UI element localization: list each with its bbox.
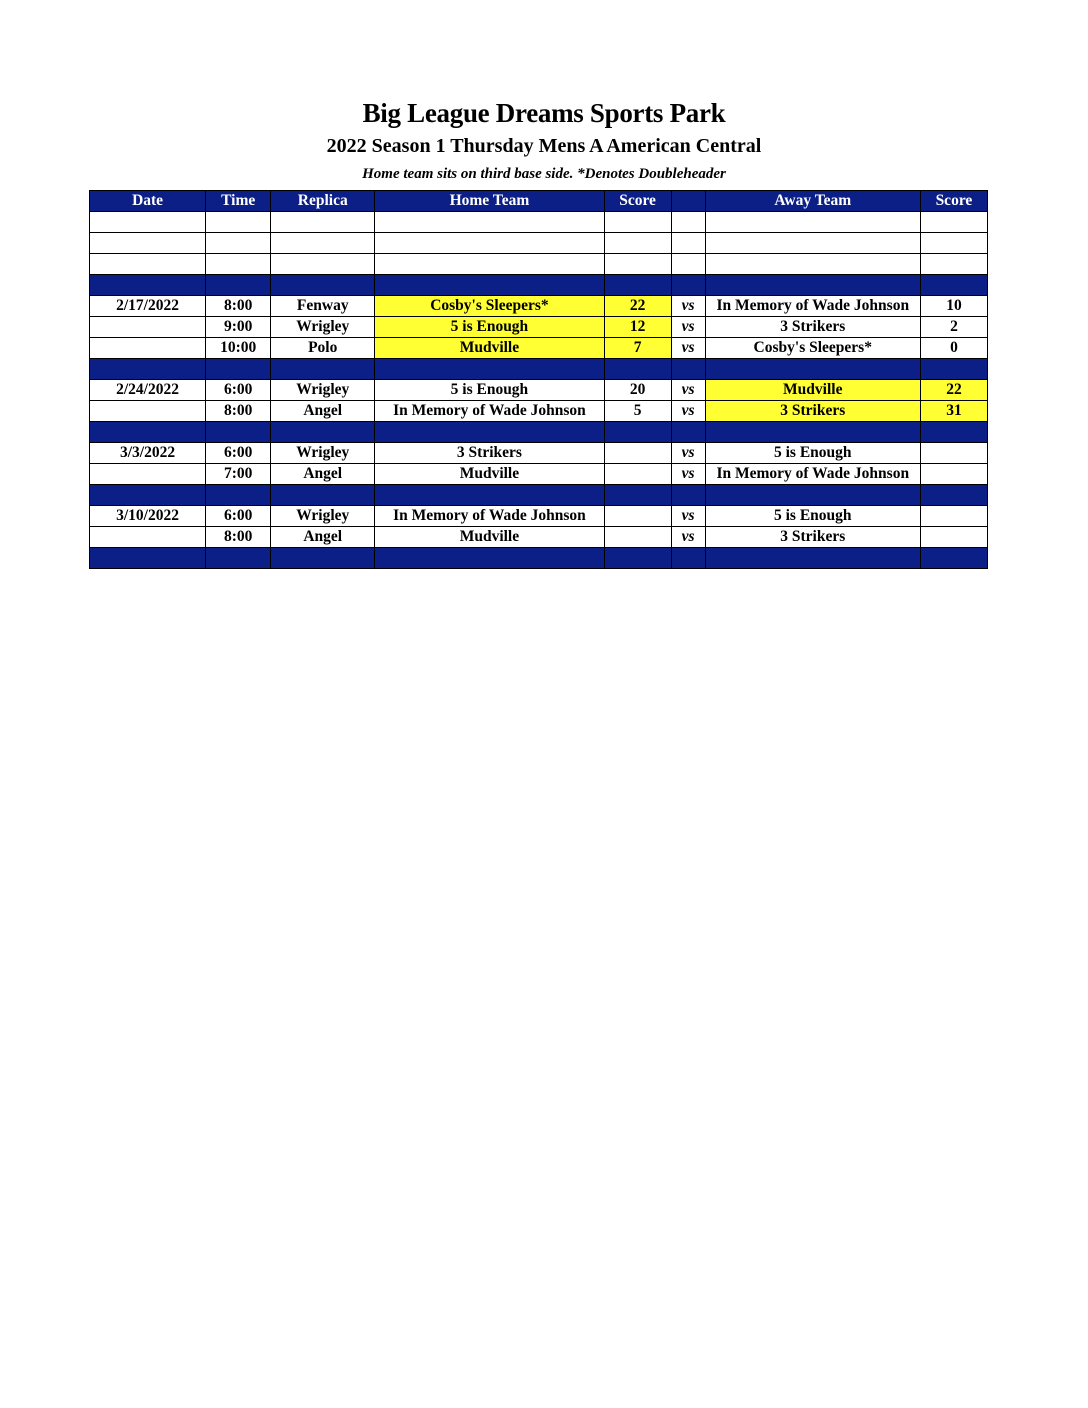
cell-vs [671,254,705,275]
cell-replica [271,212,375,233]
cell-home-score [604,527,671,548]
cell-home-team [375,359,604,380]
cell-away-score [920,233,987,254]
cell-date [90,317,206,338]
column-header-home-score: Score [604,191,671,212]
cell-away-team [705,212,920,233]
cell-home-team: Mudville [375,527,604,548]
cell-time [206,275,271,296]
cell-away-team [705,359,920,380]
cell-time [206,359,271,380]
cell-home-team: Mudville [375,464,604,485]
table-row [90,527,988,548]
cell-away-score [920,359,987,380]
cell-home-team: In Memory of Wade Johnson [375,401,604,422]
separator-row [90,359,988,380]
cell-home-score [604,233,671,254]
cell-date [90,359,206,380]
cell-away-team: In Memory of Wade Johnson [705,464,920,485]
blank-row [90,254,988,275]
table-row [90,506,988,527]
cell-vs [671,422,705,443]
cell-away-score: 31 [920,401,987,422]
cell-vs [671,359,705,380]
table-row [90,296,988,317]
cell-replica: Angel [271,527,375,548]
cell-away-team [705,485,920,506]
cell-vs: vs [671,464,705,485]
separator-row [90,485,988,506]
cell-date [90,275,206,296]
cell-time: 8:00 [206,527,271,548]
cell-away-score: 2 [920,317,987,338]
cell-away-score [920,485,987,506]
cell-replica [271,275,375,296]
cell-replica: Wrigley [271,506,375,527]
cell-date: 2/17/2022 [90,296,206,317]
separator-row [90,275,988,296]
cell-home-team [375,275,604,296]
cell-away-score [920,422,987,443]
page-title: Big League Dreams Sports Park [362,98,726,128]
cell-away-score [920,527,987,548]
cell-home-score [604,359,671,380]
cell-date [90,548,206,569]
cell-date [90,338,206,359]
cell-vs [671,485,705,506]
column-header-vs [671,191,705,212]
cell-home-score: 7 [604,338,671,359]
separator-row [90,422,988,443]
column-header-time: Time [206,191,271,212]
cell-away-team: 3 Strikers [705,527,920,548]
cell-home-score [604,212,671,233]
cell-away-team: Cosby's Sleepers* [705,338,920,359]
cell-vs [671,212,705,233]
cell-vs: vs [671,443,705,464]
cell-time: 8:00 [206,401,271,422]
table-row [90,443,988,464]
cell-home-score: 12 [604,317,671,338]
cell-away-team [705,275,920,296]
cell-away-score [920,254,987,275]
cell-time: 9:00 [206,317,271,338]
table-row [90,401,988,422]
table-row [90,464,988,485]
table-header-row [90,191,988,212]
cell-date [90,401,206,422]
cell-replica [271,548,375,569]
column-header-replica: Replica [271,191,375,212]
cell-home-team [375,254,604,275]
cell-replica: Angel [271,401,375,422]
cell-vs: vs [671,401,705,422]
cell-date [90,527,206,548]
cell-home-score: 20 [604,380,671,401]
cell-home-team [375,233,604,254]
cell-time [206,233,271,254]
cell-away-team: 3 Strikers [705,401,920,422]
column-header-away-team: Away Team [705,191,920,212]
cell-away-team [705,422,920,443]
cell-home-team: In Memory of Wade Johnson [375,506,604,527]
cell-away-score: 10 [920,296,987,317]
cell-vs [671,233,705,254]
cell-home-score [604,254,671,275]
cell-away-score [920,506,987,527]
separator-row [90,548,988,569]
cell-replica: Wrigley [271,443,375,464]
schedule-body [90,212,988,569]
cell-home-score [604,485,671,506]
cell-time [206,212,271,233]
cell-time [206,422,271,443]
cell-away-team [705,548,920,569]
blank-row [90,212,988,233]
cell-home-score [604,275,671,296]
cell-away-team: 5 is Enough [705,443,920,464]
cell-away-team: Mudville [705,380,920,401]
cell-replica [271,485,375,506]
cell-replica: Polo [271,338,375,359]
cell-date: 2/24/2022 [90,380,206,401]
cell-away-team: In Memory of Wade Johnson [705,296,920,317]
cell-replica: Wrigley [271,317,375,338]
cell-home-team: Cosby's Sleepers* [375,296,604,317]
cell-date [90,485,206,506]
cell-vs: vs [671,527,705,548]
cell-time: 7:00 [206,464,271,485]
cell-date [90,464,206,485]
cell-vs: vs [671,506,705,527]
page-subtitle: 2022 Season 1 Thursday Mens A American Central [326,135,762,157]
cell-replica: Fenway [271,296,375,317]
cell-time [206,548,271,569]
column-header-away-score: Score [920,191,987,212]
cell-time: 10:00 [206,338,271,359]
table-row [90,317,988,338]
cell-away-score: 22 [920,380,987,401]
cell-away-score [920,212,987,233]
cell-vs: vs [671,380,705,401]
cell-time: 6:00 [206,443,271,464]
cell-home-score [604,506,671,527]
cell-home-score: 22 [604,296,671,317]
cell-vs: vs [671,317,705,338]
cell-home-team: Mudville [375,338,604,359]
cell-home-team [375,548,604,569]
cell-home-team: 3 Strikers [375,443,604,464]
cell-replica [271,254,375,275]
cell-time: 6:00 [206,380,271,401]
blank-row [90,233,988,254]
cell-away-score [920,275,987,296]
schedule-table [89,190,988,569]
cell-date: 3/10/2022 [90,506,206,527]
cell-away-score: 0 [920,338,987,359]
cell-vs: vs [671,296,705,317]
schedule-note: Home team sits on third base side. *Denotes Doubleheader [362,166,726,182]
column-header-date: Date [90,191,206,212]
cell-replica [271,422,375,443]
cell-home-score: 5 [604,401,671,422]
cell-time: 8:00 [206,296,271,317]
cell-home-score [604,464,671,485]
cell-time [206,485,271,506]
cell-vs: vs [671,338,705,359]
cell-away-score [920,548,987,569]
cell-home-team: 5 is Enough [375,317,604,338]
cell-date: 3/3/2022 [90,443,206,464]
cell-home-team: 5 is Enough [375,380,604,401]
cell-away-team: 5 is Enough [705,506,920,527]
cell-home-team [375,212,604,233]
cell-date [90,212,206,233]
cell-date [90,233,206,254]
cell-replica: Angel [271,464,375,485]
table-row [90,338,988,359]
cell-away-score [920,443,987,464]
cell-vs [671,275,705,296]
cell-replica [271,233,375,254]
cell-vs [671,548,705,569]
cell-away-team [705,233,920,254]
cell-time [206,254,271,275]
column-header-home-team: Home Team [375,191,604,212]
cell-date [90,254,206,275]
cell-home-score [604,443,671,464]
cell-replica [271,359,375,380]
cell-away-team [705,254,920,275]
cell-away-team: 3 Strikers [705,317,920,338]
cell-date [90,422,206,443]
cell-time: 6:00 [206,506,271,527]
cell-home-score [604,548,671,569]
cell-home-team [375,485,604,506]
table-row [90,380,988,401]
cell-home-score [604,422,671,443]
cell-away-score [920,464,987,485]
cell-replica: Wrigley [271,380,375,401]
cell-home-team [375,422,604,443]
